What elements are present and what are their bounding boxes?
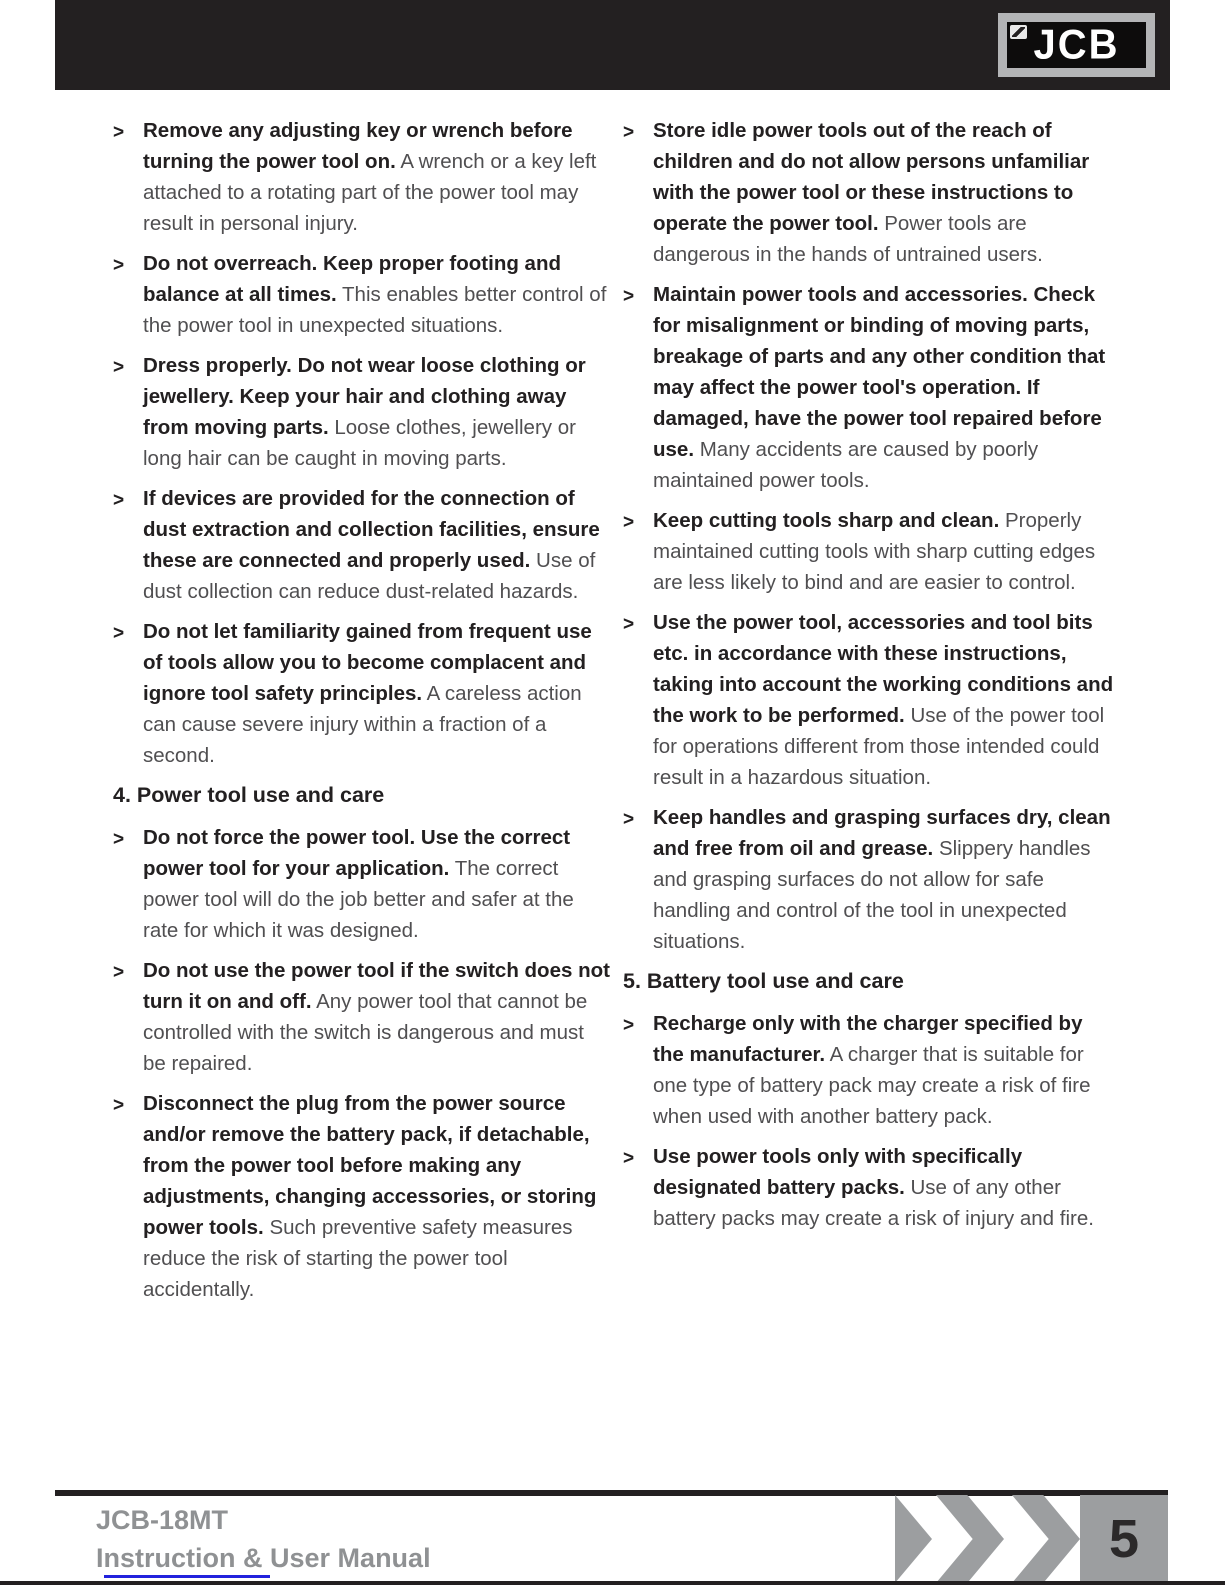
chevron-bullet-icon: > <box>113 490 125 511</box>
right-column <box>623 115 1115 1243</box>
chevron-bullet-icon: > <box>113 623 125 644</box>
chevron-bullet-icon: > <box>113 122 125 143</box>
safety-bullet-item <box>623 115 1115 270</box>
bullet-regular: Any power tool that cannot be controlled with the switch is dangerous and must be repaired. <box>143 990 588 1075</box>
bullet-bold: Do not overreach. Keep proper footing and balance at all times. <box>143 252 562 306</box>
chevron-bullet-icon: > <box>623 512 635 533</box>
bullet-text <box>143 955 610 1079</box>
bullet-text <box>653 1141 1115 1234</box>
bullet-bold: Remove any adjusting key or wrench before turning the power tool on. <box>143 119 573 173</box>
chevron-bullet-icon: > <box>623 1148 635 1169</box>
safety-bullet-item <box>113 1088 610 1305</box>
bullet-text <box>653 802 1115 957</box>
safety-bullet-item <box>623 279 1115 496</box>
page-number-box <box>1080 1495 1168 1583</box>
chevron-bullet-icon: > <box>113 962 125 983</box>
bullet-bold: Disconnect the plug from the power source and/or remove the battery pack, if detachable, from the power tool before making any adjustments, changing accessories, or storing power tools. <box>143 1092 597 1239</box>
bullet-bold: Keep handles and grasping surfaces dry, clean and free from oil and grease. <box>653 806 1111 860</box>
page-bottom-rule <box>0 1581 1225 1585</box>
footer-model-name: JCB-18MT <box>96 1505 229 1535</box>
chevron-arrow-icon <box>1012 1495 1080 1583</box>
bullet-text <box>143 115 610 239</box>
safety-bullet-item <box>623 505 1115 598</box>
manual-title-rest: User Manual <box>270 1543 431 1573</box>
chevron-bullet-icon: > <box>113 829 125 850</box>
bullet-text <box>653 279 1115 496</box>
safety-bullet-item <box>113 955 610 1079</box>
bullet-regular: The correct power tool will do the job better and safer at the rate for which it was designed. <box>143 857 574 942</box>
safety-bullet-item <box>113 483 610 607</box>
section-heading-power-tool-use: 4. Power tool use and care <box>113 783 385 807</box>
bullet-text <box>143 483 610 607</box>
bullet-bold: Do not use the power tool if the switch does not turn it on and off. <box>143 959 610 1013</box>
bullet-regular: Slippery handles and grasping surfaces do not allow for safe handling and control of the tool in unexpected situations. <box>653 837 1091 953</box>
chevron-triangle-icon <box>895 1495 932 1583</box>
chevron-bullet-icon: > <box>113 1095 125 1116</box>
safety-bullet-item <box>623 802 1115 957</box>
safety-bullet-item <box>113 822 610 946</box>
jcb-logo <box>998 13 1155 77</box>
header-bar <box>55 0 1170 90</box>
bullet-regular: Such preventive safety measures reduce the risk of starting the power tool accidentally. <box>143 1216 573 1301</box>
jcb-emblem-icon <box>1010 25 1027 39</box>
manual-title-link[interactable]: nstruction & <box>104 1543 271 1578</box>
safety-bullet-item <box>623 1141 1115 1234</box>
bullet-regular: Loose clothes, jewellery or long hair can be caught in moving parts. <box>143 416 576 470</box>
bullet-text <box>143 1088 610 1305</box>
bullet-regular: A charger that is suitable for one type of battery pack may create a risk of fire when used with another battery pack. <box>653 1043 1091 1128</box>
safety-bullet-item <box>623 1008 1115 1132</box>
bullet-bold: Use the power tool, accessories and tool bits etc. in accordance with these instructions, taking into account the working conditions and the work to be performed. <box>653 611 1114 727</box>
chevron-bullet-icon: > <box>113 357 125 378</box>
bullet-bold: Do not force the power tool. Use the correct power tool for your application. <box>143 826 571 880</box>
chevron-arrow-icon <box>936 1495 1004 1583</box>
bullet-bold: Dress properly. Do not wear loose clothing or jewellery. Keep your hair and clothing away from moving parts. <box>143 354 586 439</box>
bullet-text <box>143 616 610 771</box>
manual-title-prefix: I <box>96 1543 104 1573</box>
bullet-bold: Recharge only with the charger specified by the manufacturer. <box>653 1012 1083 1066</box>
bullet-text <box>653 505 1115 598</box>
bullet-bold: Keep cutting tools sharp and clean. <box>653 509 1000 532</box>
safety-bullet-item <box>113 248 610 341</box>
bullet-regular: This enables better control of the power tool in unexpected situations. <box>143 283 607 337</box>
bullet-regular: Properly maintained cutting tools with sharp cutting edges are less likely to bind and are easier to control. <box>653 509 1096 594</box>
footer-manual-title <box>96 1543 431 1574</box>
bullet-bold: Store idle power tools out of the reach of children and do not allow persons unfamiliar with the power tool or these instructions to operate the power tool. <box>653 119 1090 235</box>
bullet-text <box>653 115 1115 270</box>
bullet-bold: Use power tools only with specifically designated battery packs. <box>653 1145 1023 1199</box>
chevron-bullet-icon: > <box>623 122 635 143</box>
chevron-bullet-icon: > <box>623 1015 635 1036</box>
bullet-bold: Do not let familiarity gained from frequent use of tools allow you to become complacent and ignore tool safety principles. <box>143 620 592 705</box>
page-number: 5 <box>1108 1509 1140 1569</box>
section-heading-battery-tool-use: 5. Battery tool use and care <box>623 969 904 993</box>
chevron-bullet-icon: > <box>623 614 635 635</box>
jcb-logo-plate <box>1007 22 1146 68</box>
bullet-text <box>653 607 1115 793</box>
bullet-bold: If devices are provided for the connection of dust extraction and collection facilities, ensure these are connected and properly used. <box>143 487 600 572</box>
bullet-regular: A careless action can cause severe injury within a fraction of a second. <box>143 682 582 767</box>
bullet-text <box>143 350 610 474</box>
safety-bullet-item <box>113 115 610 239</box>
bullet-regular: Use of the power tool for operations different from those intended could result in a hazardous situation. <box>653 704 1105 789</box>
bullet-regular: Power tools are dangerous in the hands of untrained users. <box>653 212 1043 266</box>
bullet-text <box>143 248 610 341</box>
safety-bullet-item <box>623 607 1115 793</box>
bullet-text <box>143 822 610 946</box>
safety-bullet-item <box>113 616 610 771</box>
bullet-regular: A wrench or a key left attached to a rotating part of the power tool may result in personal injury. <box>143 150 597 235</box>
bullet-bold: Maintain power tools and accessories. Check for misalignment or binding of moving parts, breakage of parts and any other condition that may affect the power tool's operation. If damaged, have the power tool repaired before use. <box>653 283 1106 461</box>
bullet-regular: Use of dust collection can reduce dust-related hazards. <box>143 549 596 603</box>
bullet-regular: Many accidents are caused by poorly maintained power tools. <box>653 438 1039 492</box>
bullet-regular: Use of any other battery packs may create a risk of injury and fire. <box>653 1176 1094 1230</box>
chevron-bullet-icon: > <box>113 255 125 276</box>
footer-divider <box>55 1490 1168 1496</box>
jcb-logo-text: JCB <box>1033 21 1120 69</box>
chevron-bullet-icon: > <box>623 286 635 307</box>
chevron-bullet-icon: > <box>623 809 635 830</box>
safety-bullet-item <box>113 350 610 474</box>
left-column <box>113 115 610 1314</box>
bullet-text <box>653 1008 1115 1132</box>
